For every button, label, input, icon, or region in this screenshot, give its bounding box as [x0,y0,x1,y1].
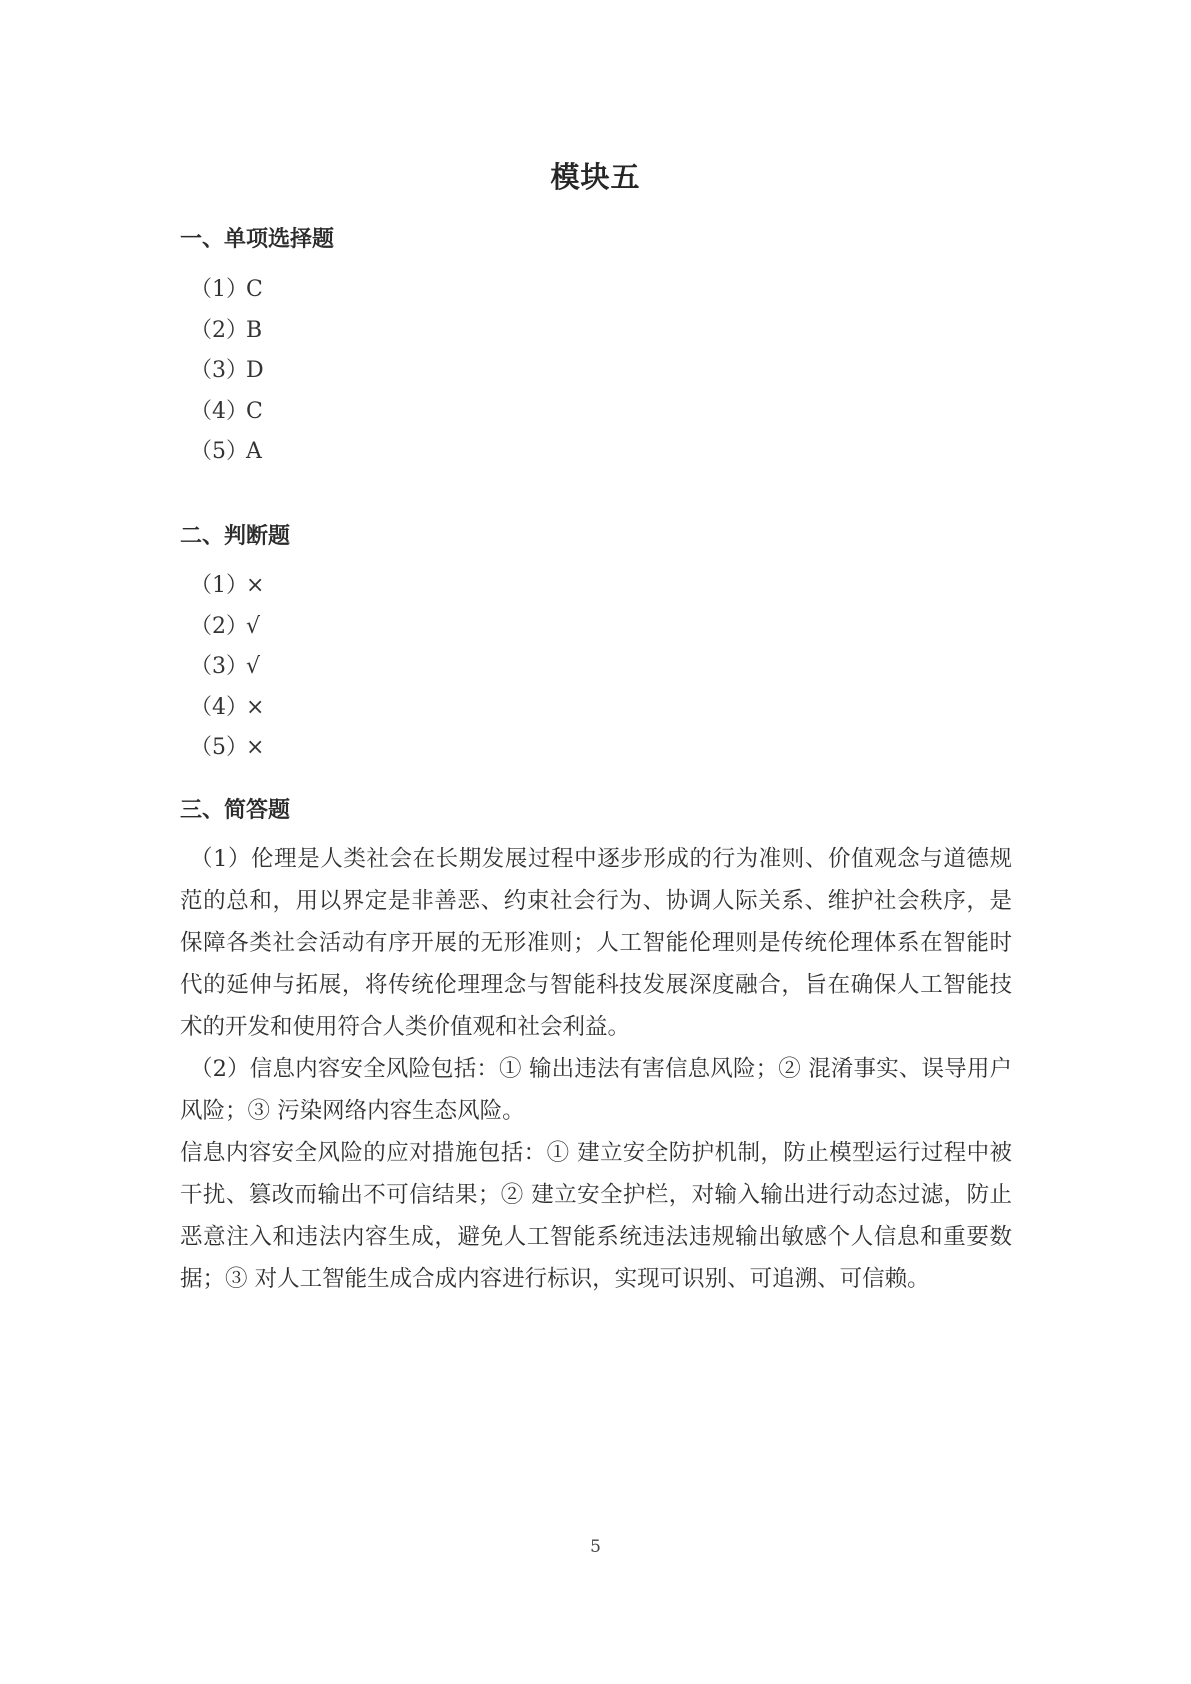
list-item [190,311,264,352]
question-number: （4） [190,694,248,720]
answer-paragraph-1: （1）伦理是人类社会在长期发展过程中逐步形成的行为准则、价值观念与道德规范的总和，用以界定是非善恶、约束社会行为、协调人际关系、维护社会秩序，是保障各类社会活动有序开展的无形准则；人工智能伦理则是传统伦理体系在智能时代的延伸与拓展，将传统伦理理念与智能科技发展深度融合，旨在确保人工智能技术的开发和使用符合人类价值观和社会利益。 [180,846,1012,1040]
true-false-answer-list [190,566,264,769]
question-number: （4） [190,398,248,424]
question-number: （2） [190,613,248,639]
page-number: 5 [590,1537,601,1557]
list-item [190,566,264,607]
section-heading-single-choice: 一、单项选择题 [180,227,335,252]
answer-value: C [246,277,263,302]
question-number: （2） [190,317,248,343]
page-title: 模块五 [550,160,641,194]
answer-value: × [246,694,265,720]
answer-value: D [246,358,264,383]
section-heading-true-false: 二、判断题 [180,524,291,549]
question-number: （5） [190,735,248,760]
question-number: （1） [190,277,248,302]
list-item [190,351,264,392]
short-answer-body [180,838,1012,1300]
question-number: （3） [190,654,248,679]
list-item [190,270,264,311]
question-number: （1） [190,573,248,598]
list-item [190,607,264,648]
answer-value: B [246,317,263,343]
answer-value: A [246,439,262,464]
question-number: （3） [190,358,248,383]
list-item [190,392,264,433]
list-item [190,728,264,769]
answer-value: √ [246,654,261,679]
answer-paragraph-2: （2）信息内容安全风险包括：① 输出违法有害信息风险；② 混淆事实、误导用户风险；③ 污染网络内容生态风险。 [180,1056,1012,1124]
list-item [190,432,264,473]
single-choice-answer-list [190,270,264,473]
answer-value: × [246,735,265,760]
list-item [190,647,264,688]
question-number: （5） [190,439,248,464]
answer-value: × [246,573,265,598]
list-item [190,688,264,729]
section-heading-short-answer: 三、简答题 [180,798,291,823]
answer-value: C [246,398,263,424]
answer-value: √ [246,613,261,639]
answer-paragraph-3: 信息内容安全风险的应对措施包括：① 建立安全防护机制，防止模型运行过程中被干扰、篡改而输出不可信结果；② 建立安全护栏，对输入输出进行动态过滤，防止恶意注入和违法内容生成，避免人工智能系统违法违规输出敏感个人信息和重要数据；③ 对人工智能生成合成内容进行标识，实现可识别、可追溯、可信赖。 [180,1140,1012,1292]
